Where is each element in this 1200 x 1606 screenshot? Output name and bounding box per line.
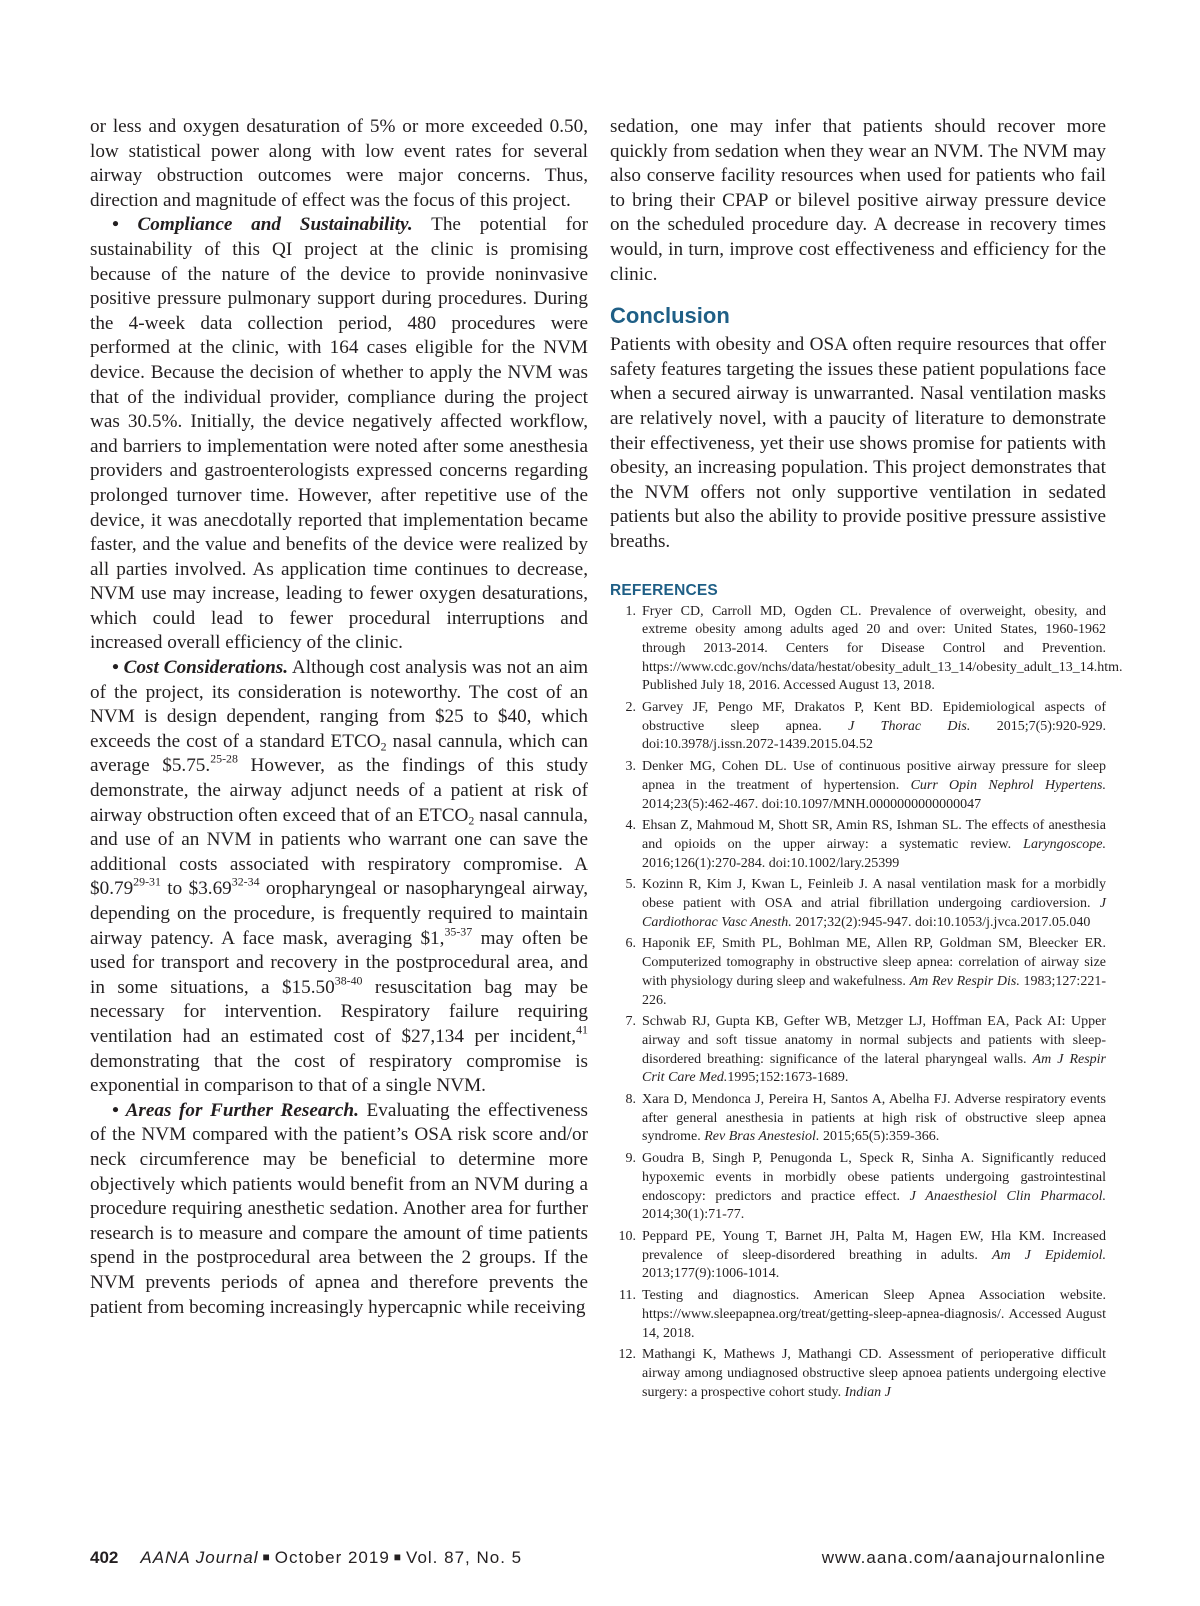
page-footer xyxy=(90,1548,1106,1572)
cost-text: nasal cannula, which can average $5.75. xyxy=(90,730,588,777)
volume-issue: Vol. 87, No. 5 xyxy=(406,1548,523,1567)
reference-number: 9. xyxy=(625,1151,636,1167)
reference-text: Testing and diagnostics. American Sleep Apnea Association website. https://www.sleepapnea.org/treat/getting-sleep-apnea-diagnosis/. Accessed August 14, 2018. xyxy=(642,1288,1106,1341)
reference-journal: Rev Bras Anestesiol. xyxy=(704,1129,820,1145)
reference-journal: Am Rev Respir Dis. xyxy=(909,973,1020,989)
reference-journal: J Anaesthesiol Clin Pharmacol. xyxy=(909,1188,1106,1204)
reference-details: 2017;32(2):945-947. doi:10.1053/j.jvca.2017.05.040 xyxy=(791,914,1091,930)
journal-citation xyxy=(140,1548,522,1567)
reference-item xyxy=(610,603,1123,697)
journal-url[interactable]: www.aana.com/aanajournalonline xyxy=(821,1548,1106,1567)
cost-text: nasal cannula, and use of an NVM in patients who warrant one can save the additional costs associated with respiratory compromise. A $0.79 xyxy=(90,804,588,900)
citation: 25-28 xyxy=(210,752,238,767)
cost-text: resuscitation bag may be necessary for intervention. Respiratory failure requiring ventilation had an estimated cost of $27,134 per incident, xyxy=(90,976,589,1047)
reference-item xyxy=(610,817,1106,873)
further-research-body: Evaluating the effectiveness of the NVM compared with the patient’s OSA risk score and/or neck circumference may be beneficial to determine more objectively which patients would benefit from an NVM during a procedure requiring anesthetic sedation. Another area for further research is to measure and compare the amount of time patients spend in the postprocedural area between the 2 groups. If the NVM prevents periods of apnea and therefore prevents the patient from becoming increasingly hypercapnic while receiving xyxy=(90,1099,589,1318)
reference-details: 2016;126(1):270-284. doi:10.1002/lary.25399 xyxy=(642,855,900,871)
reference-details: 2014;30(1):71-77. xyxy=(642,1207,745,1223)
citation: 32-34 xyxy=(231,875,260,890)
subheading-cost: • Cost Considerations. xyxy=(112,657,289,679)
reference-number: 5. xyxy=(625,877,636,893)
reference-text: Fryer CD, Carroll MD, Ogden CL. Prevalence of overweight, obesity, and extreme obesity among adults aged 20 and over: United States, 1960-1962 through 2013-2014. Centers for Disease Control and Prevention. https://www.cdc.gov/nchs/data/hestat/obesity_adult_13_14/obesity_adult_13_14.htm. Published July 18, 2016. Accessed August 13, 2018. xyxy=(642,603,1123,694)
reference-item xyxy=(610,1228,1106,1284)
reference-details: 2013;177(9):1006-1014. xyxy=(642,1266,780,1282)
reference-details: 1995;152:1673-1689. xyxy=(727,1070,849,1086)
reference-text: Mathangi K, Mathews J, Mathangi CD. Assessment of perioperative difficult airway among undiagnosed obstructive sleep apnoea patients undergoing elective surgery: a prospective cohort study. xyxy=(642,1347,1106,1400)
reference-text: Xara D, Mendonca J, Pereira H, Santos A, Abelha FJ. Adverse respiratory events after general anesthesia in patients at high risk of obstructive sleep apnea syndrome. xyxy=(642,1092,1106,1145)
reference-journal: Curr Opin Nephrol Hypertens. xyxy=(910,777,1106,793)
subheading-compliance: • Compliance and Sustainability. xyxy=(112,214,413,236)
reference-text: Schwab RJ, Gupta KB, Gefter WB, Metzger LJ, Hoffman EA, Pack AI: Upper airway and soft tissue anatomy in normal subjects and patients with sleep-disordered breathing: significance of the lateral pharyngeal walls. xyxy=(642,1014,1106,1067)
reference-number: 2. xyxy=(625,700,636,716)
reference-item xyxy=(610,1346,1106,1402)
paragraph-compliance xyxy=(90,213,588,656)
reference-journal: Laryngoscope. xyxy=(1023,836,1106,852)
reference-number: 8. xyxy=(625,1092,636,1108)
reference-number: 11. xyxy=(619,1288,636,1304)
reference-number: 6. xyxy=(625,936,636,952)
reference-item xyxy=(610,758,1106,814)
reference-journal: J Thorac Dis. xyxy=(848,718,971,734)
reference-text: Haponik EF, Smith PL, Bohlman ME, Allen RP, Goldman SM, Bleecker ER. Computerized tomography in obstructive sleep apnea: correlation of airway size with physiology during sleep and wakefulness. xyxy=(642,936,1106,989)
paragraph-further-research xyxy=(90,1099,588,1320)
paragraph-statistical-power: or less and oxygen desaturation of 5% or more exceeded 0.50, low statistical power along with low event rates for several airway obstruction outcomes were major concerns. Thus, direction and magnitude of effect was the focus of this project. xyxy=(90,116,588,211)
reference-number: 7. xyxy=(625,1014,636,1030)
cost-text: to $3.69 xyxy=(160,878,232,900)
reference-text: Goudra B, Singh P, Penugonda L, Speck R, Sinha A. Significantly reduced hypoxemic events in morbidly obese patients undergoing gastrointestinal endoscopy: predictors and practice effect. xyxy=(642,1151,1106,1204)
reference-item xyxy=(610,935,1106,1010)
reference-item xyxy=(610,1013,1106,1088)
cost-text: may often be used for transport and recovery in the postprocedural area, and in some situations, a $15.50 xyxy=(90,927,588,998)
compliance-body: The potential for sustainability of this QI project at the clinic is promising because of the nature of the device to provide noninvasive positive pressure pulmonary support during procedures. During the 4-week data collection period, 480 procedures were performed at the clinic, with 164 cases eligible for the NVM device. Because the decision of whether to apply the NVM was that of the individual provider, compliance during the project was 30.5%. Initially, the device negatively affected workflow, and barriers to implementation were noted after some anesthesia providers and gastroenterologists expressed concerns regarding prolonged turnover time. However, after repetitive use of the device, it was anecdotally reported that implementation became faster, and the value and benefits of the device were realized by all parties involved. As application time continues to decrease, NVM use may increase, leading to fewer oxygen desaturations, which could lead to fewer procedural interruptions and increased overall efficiency of the clinic. xyxy=(90,214,589,654)
reference-journal: Indian J xyxy=(844,1384,891,1400)
reference-item xyxy=(610,1287,1106,1343)
reference-text: Kozinn R, Kim J, Kwan L, Feinleib J. A nasal ventilation mask for a morbidly obese patient with OSA and atrial fibrillation undergoing cardioversion. xyxy=(642,877,1106,912)
paragraph-sedation: sedation, one may infer that patients should recover more quickly from sedation when they wear an NVM. The NVM may also conserve facility resources when used for patients who fail to bring their CPAP or bilevel positive airway pressure device on the scheduled procedure day. A decrease in recovery times would, in turn, improve cost effectiveness and efficiency for the clinic. xyxy=(610,116,1106,285)
reference-number: 4. xyxy=(625,818,636,834)
subheading-further-research: • Areas for Further Research. xyxy=(112,1099,359,1121)
citation: 29-31 xyxy=(133,875,161,890)
reference-details: 2015;7(5):920-929. doi:10.3978/j.issn.2072-1439.2015.04.52 xyxy=(642,718,1106,753)
reference-item xyxy=(610,1150,1106,1225)
left-column xyxy=(90,115,588,1320)
citation: 35-37 xyxy=(444,924,473,939)
cost-text: demonstrating that the cost of respiratory compromise is exponential in comparison to that of a single NVM. xyxy=(90,1050,588,1097)
issue-date: October 2019 xyxy=(274,1548,390,1567)
separator-square: ■ xyxy=(393,1550,403,1564)
reference-item xyxy=(610,699,1106,755)
cost-text: However, as the findings of this study demonstrate, the airway adjunct needs of a patient at risk of airway obstruction often exceed that of an ETCO xyxy=(90,755,588,826)
reference-details: 2015;65(5):359-366. xyxy=(819,1129,940,1145)
reference-item xyxy=(610,876,1106,932)
cost-text: Although cost analysis was not an aim of the project, its consideration is noteworthy. The cost of an NVM is design dependent, ranging from $25 to $40, which exceeds the cost of a standard ETCO xyxy=(90,657,588,752)
reference-number: 10. xyxy=(618,1229,636,1244)
reference-details: 2014;23(5):462-467. doi:10.1097/MNH.0000000000000047 xyxy=(642,796,982,812)
journal-name: AANA Journal xyxy=(140,1548,259,1567)
cost-text: oropharyngeal or nasopharyngeal airway, depending on the procedure, is frequently required to maintain airway patency. A face mask, averaging $1, xyxy=(90,878,588,949)
reference-details: 1983;127:221-226. xyxy=(642,973,1106,1008)
reference-text: Peppard PE, Young T, Barnet JH, Palta M, Hagen EW, Hla KM. Increased prevalence of sleep-disordered breathing in adults. xyxy=(642,1229,1106,1263)
references-heading: REFERENCES xyxy=(610,581,718,599)
subscript: 2 xyxy=(380,739,387,754)
conclusion-paragraph: Patients with obesity and OSA often require resources that offer safety features targeting the issues these patient populations face when a secured airway is unwarranted. Nasal ventilation masks are relatively novel, with a paucity of literature to demonstrate their effectiveness, yet their use shows promise for patients with obesity, an increasing population. This project demonstrates that the NVM offers not only supportive ventilation in sedated patients but also the ability to provide positive pressure assistive breaths. xyxy=(610,334,1106,552)
separator-square: ■ xyxy=(262,1550,271,1564)
reference-journal: Am J Respir Crit Care Med. xyxy=(642,1051,1106,1086)
reference-journal: Am J Epidemiol. xyxy=(991,1247,1106,1263)
right-column xyxy=(610,115,1123,1405)
citation: 38-40 xyxy=(334,973,363,988)
conclusion-heading: Conclusion xyxy=(610,303,730,329)
citation: 41 xyxy=(576,1022,588,1037)
paragraph-cost xyxy=(90,656,588,1099)
reference-journal: J Cardiothorac Vasc Anesth. xyxy=(642,896,1106,930)
reference-number: 1. xyxy=(625,603,636,619)
references-list xyxy=(610,603,1123,1403)
reference-text: Denker MG, Cohen DL. Use of continuous positive airway pressure for sleep apnea in the treatment of hypertension. xyxy=(642,759,1106,793)
reference-number: 3. xyxy=(625,759,636,775)
reference-text: Ehsan Z, Mahmoud M, Shott SR, Amin RS, Ishman SL. The effects of anesthesia and opioids on the upper airway: a systematic review. xyxy=(642,818,1106,852)
subscript: 2 xyxy=(468,813,475,828)
reference-text: Garvey JF, Pengo MF, Drakatos P, Kent BD. Epidemiological aspects of obstructive sleep apnea. xyxy=(642,700,1106,734)
page-number: 402 xyxy=(90,1548,119,1567)
reference-number: 12. xyxy=(618,1347,636,1363)
reference-item xyxy=(610,1091,1106,1147)
